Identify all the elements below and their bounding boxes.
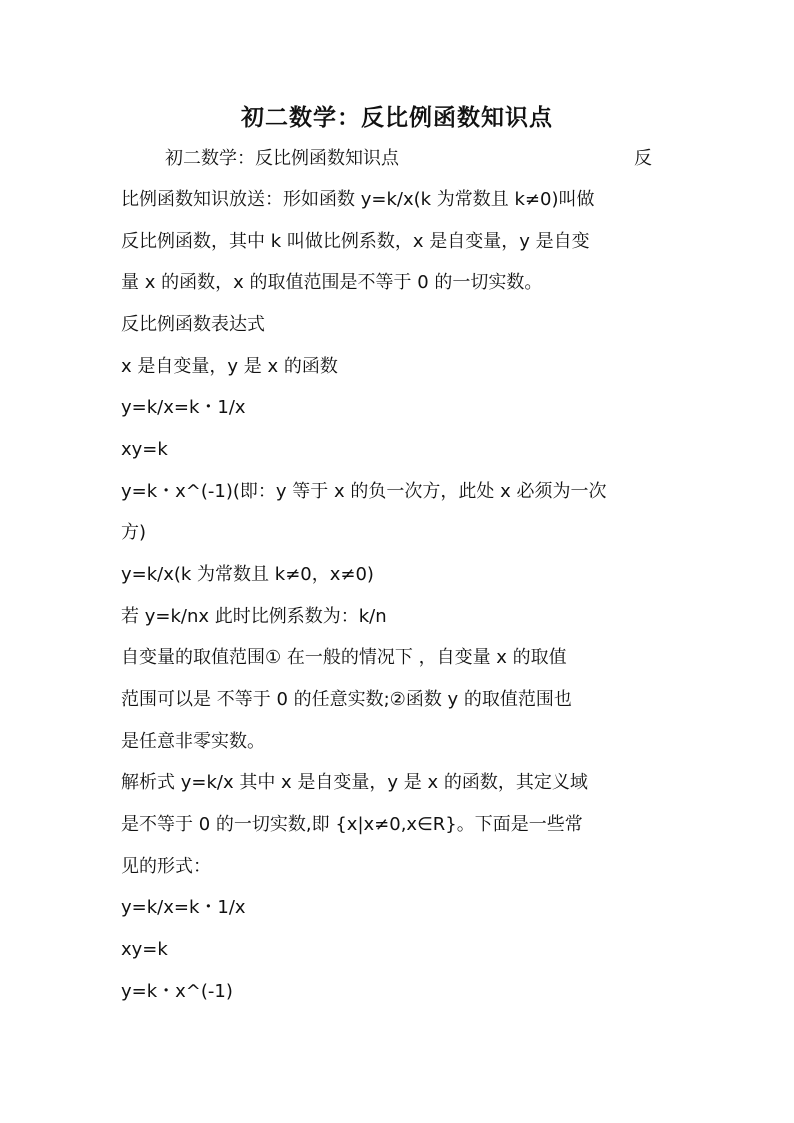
- text-line-15: 解析式 y=k/x 其中 x 是自变量，y 是 x 的函数，其定义域: [121, 772, 588, 793]
- text-line-1: 比例函数知识放送：形如函数 y=k/x(k 为常数且 k≠0)叫做: [121, 189, 595, 210]
- text-line-9: 方): [121, 522, 147, 543]
- document-title: 初二数学：反比例函数知识点: [241, 104, 553, 131]
- intro-trailing-char: 反: [634, 148, 652, 169]
- text-line-13: 范围可以是 不等于 0 的任意实数;②函数 y 的取值范围也: [121, 689, 572, 710]
- text-line-14: 是任意非零实数。: [121, 731, 265, 752]
- text-line-12: 自变量的取值范围① 在一般的情况下 ，自变量 x 的取值: [121, 647, 567, 668]
- formula-line-3: y=k・x^(-1)(即：y 等于 x 的负一次方，此处 x 必须为一次: [121, 481, 607, 502]
- formula-line-5: y=k/x=k・1/x: [121, 897, 246, 918]
- text-line-2: 反比例函数，其中 k 叫做比例系数，x 是自变量，y 是自变: [121, 231, 590, 252]
- formula-line-4: y=k/x(k 为常数且 k≠0，x≠0): [121, 564, 374, 585]
- formula-line-2: xy=k: [121, 439, 168, 460]
- text-line-5: x 是自变量，y 是 x 的函数: [121, 356, 338, 377]
- text-line-17: 见的形式：: [121, 856, 211, 877]
- text-line-16: 是不等于 0 的一切实数,即 {x|x≠0,x∈R}。下面是一些常: [121, 814, 583, 835]
- formula-line-6: xy=k: [121, 939, 168, 960]
- formula-line-7: y=k・x^(-1): [121, 981, 233, 1002]
- intro-line: 初二数学：反比例函数知识点: [165, 148, 399, 169]
- formula-line-1: y=k/x=k・1/x: [121, 397, 246, 418]
- text-line-11: 若 y=k/nx 此时比例系数为：k/n: [121, 606, 387, 627]
- text-line-3: 量 x 的函数，x 的取值范围是不等于 0 的一切实数。: [121, 272, 543, 293]
- section-heading-expression: 反比例函数表达式: [121, 314, 265, 335]
